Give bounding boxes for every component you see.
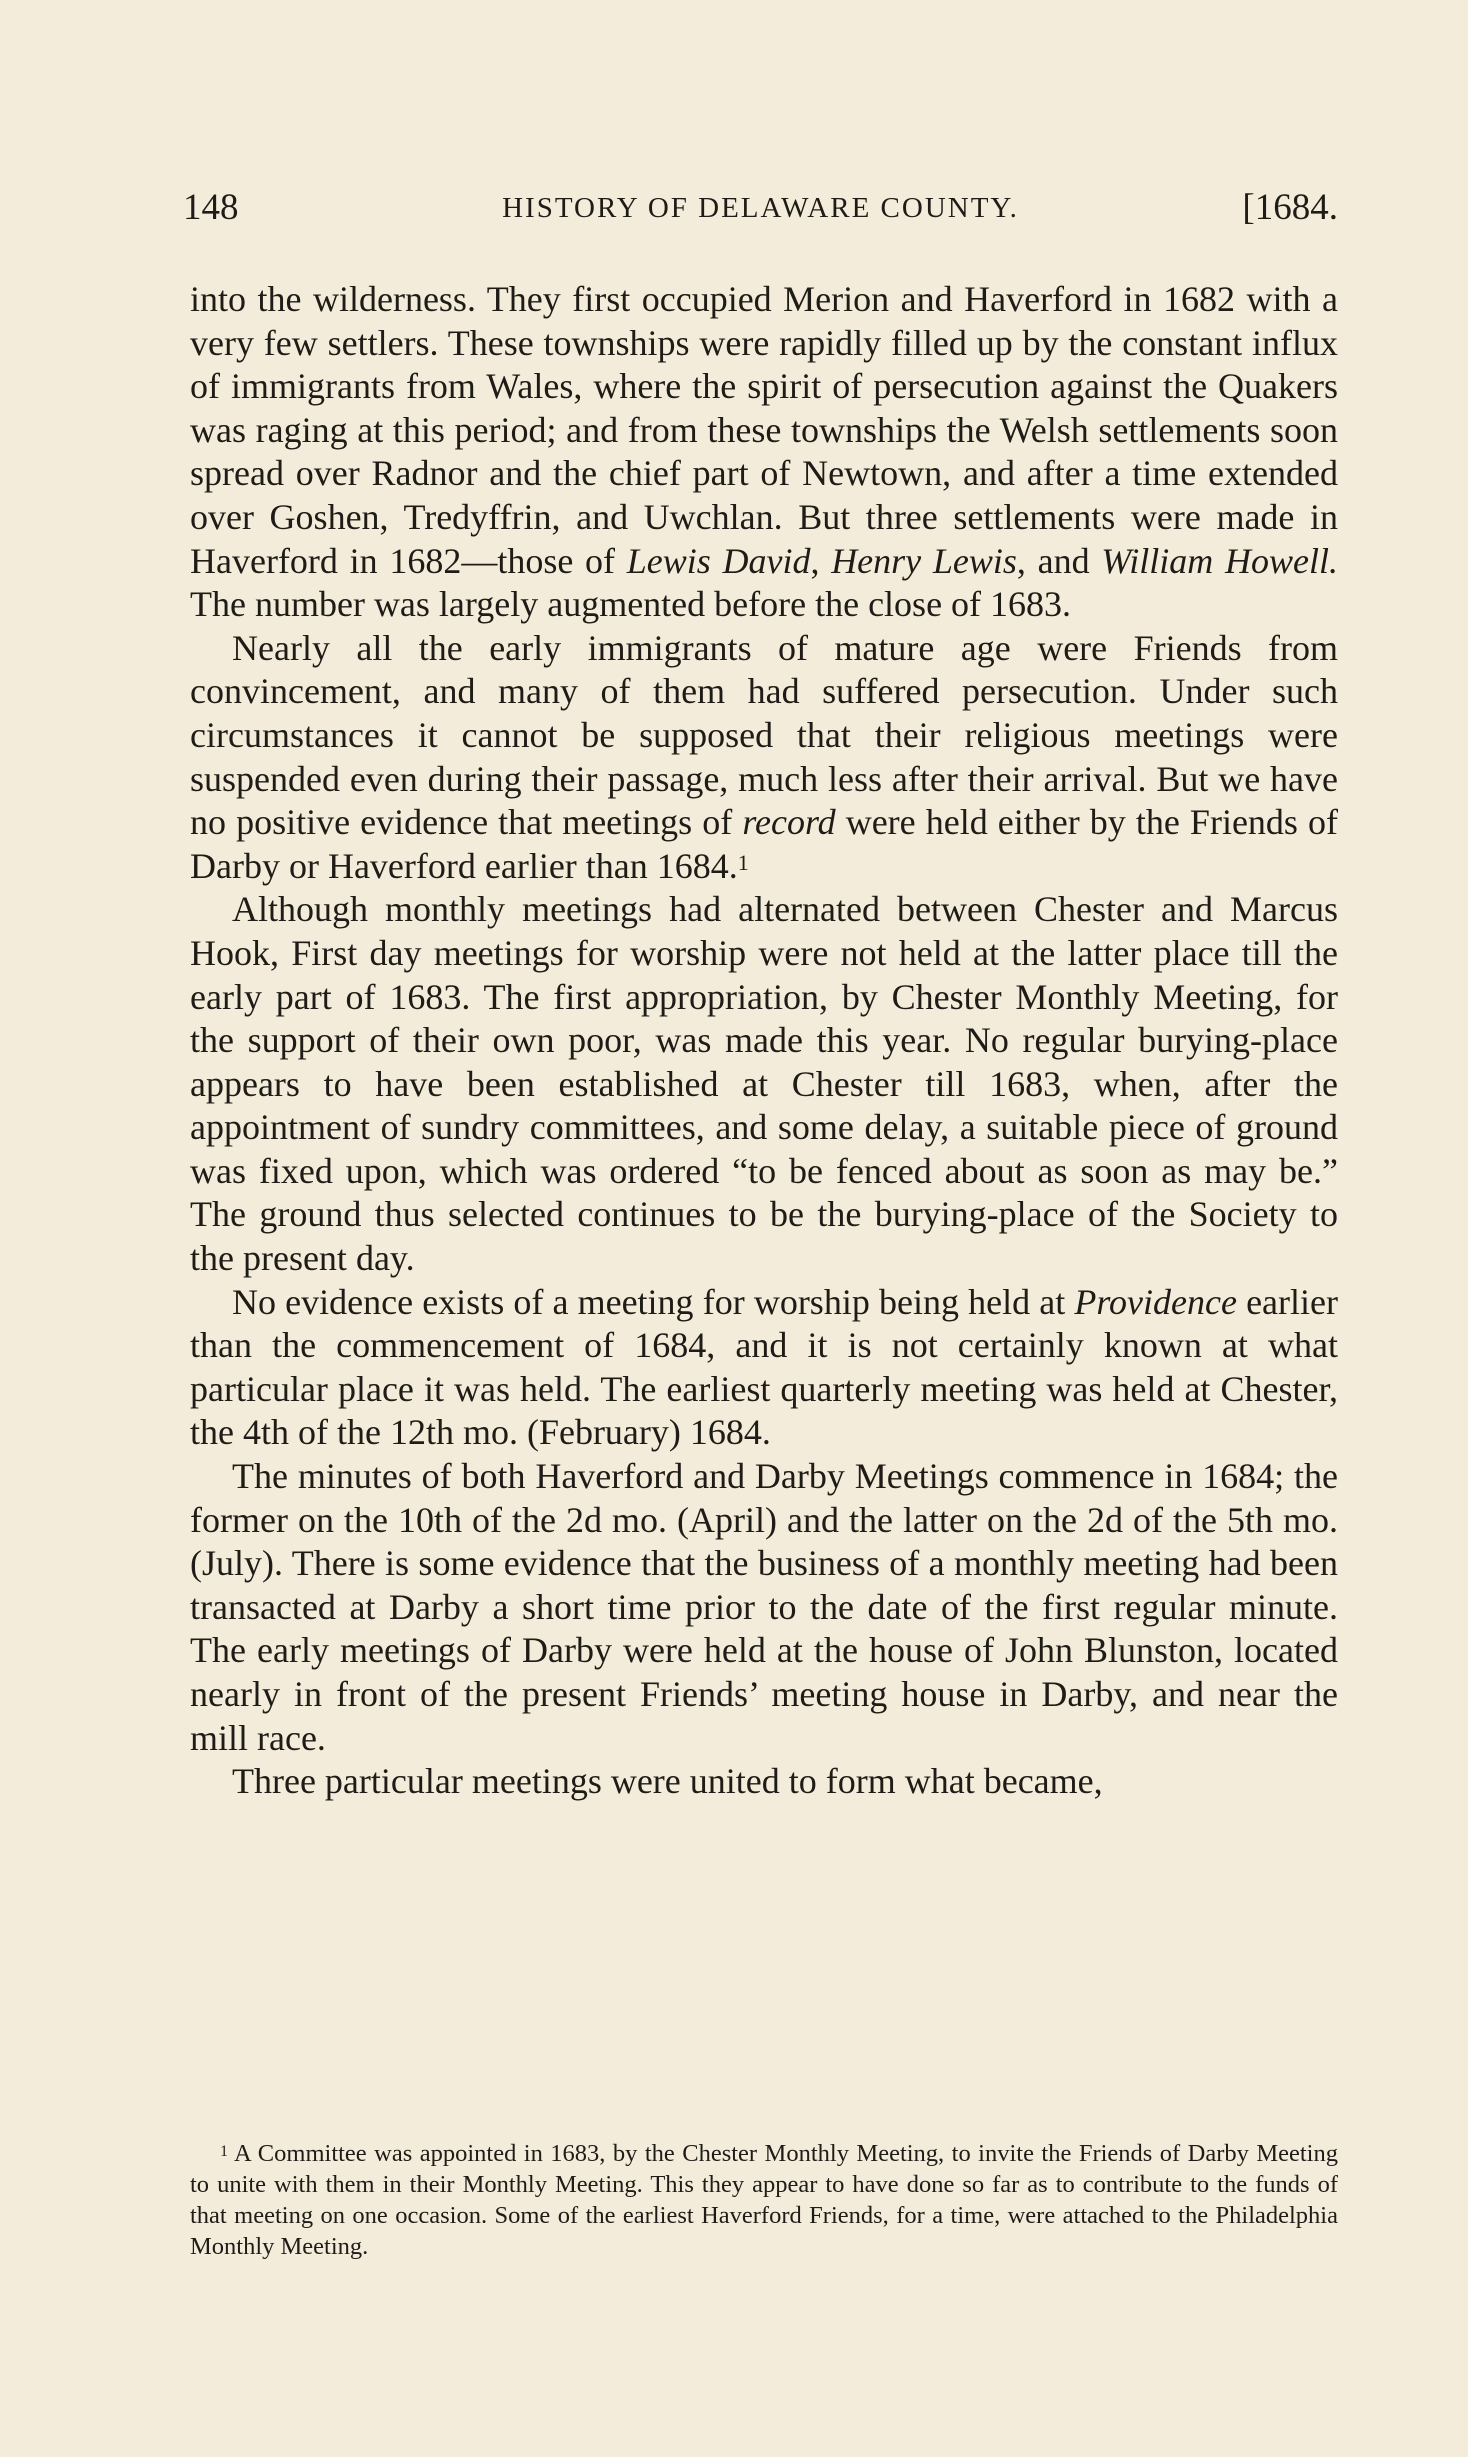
page-header	[183, 186, 1338, 246]
body-text	[190, 278, 1338, 1804]
paragraph	[190, 888, 1338, 1280]
text-run: earlier than the commencement of 1684, and it is not certainly known at what particular place it was held. The earliest quarterly meeting was held at Chester, the 4th of the 12th mo. (February) 1684.	[190, 1281, 1338, 1453]
text-run: ,	[810, 540, 832, 581]
italic-name: Henry Lewis	[831, 540, 1017, 581]
text-run: No evidence exists of a meeting for worship being held at	[232, 1281, 1075, 1322]
text-run: Three particular meetings were united to form what became,	[232, 1761, 1103, 1802]
italic-word: record	[742, 802, 836, 843]
italic-word: Providence	[1074, 1281, 1237, 1322]
footnote-reference: 1	[737, 849, 749, 875]
text-run: Although monthly meetings had alternated between Chester and Marcus Hook, First day meetings for worship were not held at the latter place till the early part of 1683. The first appropriation, by Chester Monthly Meeting, for the support of their own poor, was made this year. No regular burying-place appears to have been established at Chester till 1683, when, after the appointment of sundry committees, and some delay, a suitable piece of ground was fixed upon, which was ordered “to be fenced about as soon as may be.” The ground thus selected continues to be the burying-place of the Society to the present day.	[190, 889, 1338, 1279]
running-head: HISTORY OF DELAWARE COUNTY.	[502, 192, 1019, 224]
text-run: , and	[1016, 540, 1102, 581]
text-run: Nearly all the early immigrants of mature age were Friends from convincement, and many of them had suffered persecution. Under such circumstances it cannot be supposed that their religious meetings were suspended even during their passage, much less after their arrival. But we have no positive evidence that meetings of	[190, 627, 1338, 843]
footnotes	[190, 2138, 1338, 2262]
italic-name: Lewis David	[626, 540, 811, 581]
footnote-text: A Committee was appointed in 1683, by the Chester Monthly Meeting, to invite the Friends of Darby Meeting to unite with them in their Monthly Meeting. This they appear to have done so far as to contribute to the funds of that meeting on one occasion. Some of the earliest Haverford Friends, for a time, were attached to the Philadelphia Monthly Meeting.	[190, 2140, 1338, 2260]
year-marker: [1684.	[1242, 187, 1338, 228]
paragraph	[190, 1760, 1338, 1804]
page-number: 148	[183, 187, 239, 228]
paragraph	[190, 1281, 1338, 1455]
italic-name: William Howell.	[1101, 540, 1339, 581]
paragraph	[190, 1455, 1338, 1760]
text-run: The minutes of both Haverford and Darby Meetings commence in 1684; the former on the 10th of the 2d mo. (April) and the latter on the 2d of the 5th mo. (July). There is some evidence that the business of a monthly meeting had been transacted at Darby a short time prior to the date of the first regular minute. The early meetings of Darby were held at the house of John Blunston, located nearly in front of the present Friends’ meeting house in Darby, and near the mill race.	[190, 1456, 1338, 1758]
footnote-mark: 1	[220, 2143, 228, 2160]
paragraph	[190, 627, 1338, 889]
footnote	[190, 2138, 1338, 2262]
text-run: The number was largely augmented before the close of 1683.	[190, 584, 1072, 625]
text-run: into the wilderness. They first occupied Merion and Haverford in 1682 with a very few settlers. These townships were rapidly filled up by the constant influx of immigrants from Wales, where the spirit of persecution against the Quakers was raging at this period; and from these townships the Welsh settlements soon spread over Radnor and the chief part of Newtown, and after a time extended over Goshen, Tredyffrin, and Uwchlan. But three settlements were made in Haverford in 1682—those of	[190, 279, 1338, 581]
text-run: were held either by the Friends of Darby or Haverford earlier than 1684.	[190, 802, 1338, 886]
paragraph	[190, 278, 1338, 627]
